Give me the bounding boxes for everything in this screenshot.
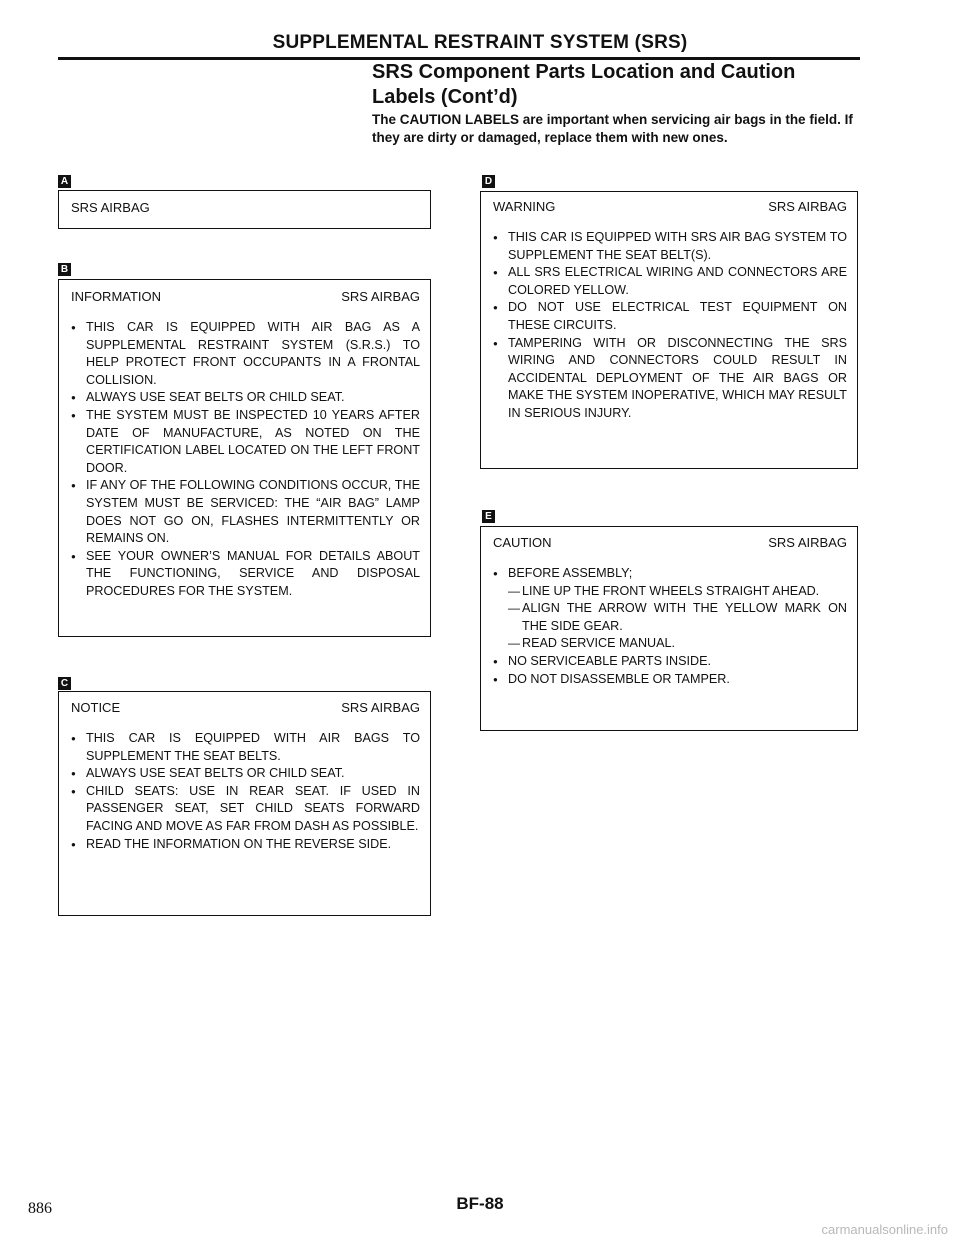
list-item: ● THE SYSTEM MUST BE INSPECTED 10 YEARS AFTER DATE OF MANUFACTURE, AS NOTED ON THE CERTIFICATION LABEL LOCATED ON THE LEFT FRONT DOOR. — [71, 407, 420, 477]
label-b-list — [59, 319, 430, 601]
list-item: ● NO SERVICEABLE PARTS INSIDE. — [493, 653, 847, 671]
label-tag-b: B — [58, 263, 71, 276]
label-box-a — [58, 190, 431, 229]
label-box-d — [480, 191, 858, 469]
label-d-list — [481, 229, 857, 423]
label-a-head — [59, 200, 430, 216]
label-d-heading: WARNING — [493, 199, 556, 214]
list-item: ● READ THE INFORMATION ON THE REVERSE SIDE. — [71, 836, 420, 854]
label-a-title: SRS AIRBAG — [71, 200, 150, 215]
label-b-heading: INFORMATION — [71, 289, 162, 304]
list-item: ● THIS CAR IS EQUIPPED WITH AIR BAG AS A SUPPLEMENTAL RESTRAINT SYSTEM (S.R.S.) TO HELP PROTECT FRONT OCCUPANTS IN A FRONTAL COLLISION. — [71, 319, 420, 389]
label-c-title: SRS AIRBAG — [341, 700, 420, 715]
list-item: ● ALWAYS USE SEAT BELTS OR CHILD SEAT. — [71, 765, 420, 783]
label-tag-d: D — [482, 175, 495, 188]
label-d-head — [481, 199, 857, 215]
sub-list-item: — LINE UP THE FRONT WHEELS STRAIGHT AHEAD. — [508, 583, 847, 601]
label-box-c — [58, 691, 431, 916]
label-e-head — [481, 535, 857, 551]
label-e-sublist — [508, 583, 847, 653]
label-e-heading: CAUTION — [493, 535, 552, 550]
sub-list-item: — READ SERVICE MANUAL. — [508, 635, 847, 653]
label-e-title: SRS AIRBAG — [768, 535, 847, 550]
label-c-list — [59, 730, 430, 853]
list-item: ● TAMPERING WITH OR DISCONNECTING THE SRS WIRING AND CONNECTORS COULD RESULT IN ACCIDENTAL DEPLOYMENT OF THE AIR BAGS OR MAKE THE SYSTEM INOPERATIVE, WHICH MAY RESULT IN SERIOUS INJURY. — [493, 335, 847, 423]
label-tag-c: C — [58, 677, 71, 690]
sub-list-item: — ALIGN THE ARROW WITH THE YELLOW MARK ON THE SIDE GEAR. — [508, 600, 847, 635]
section-title-line1: SRS Component Parts Location and Caution — [372, 61, 796, 83]
list-item: ● SEE YOUR OWNER’S MANUAL FOR DETAILS ABOUT THE FUNCTIONING, SERVICE AND DISPOSAL PROCEDURES FOR THE SYSTEM. — [71, 548, 420, 601]
watermark: carmanualsonline.info — [821, 1222, 948, 1237]
list-item: ● DO NOT DISASSEMBLE OR TAMPER. — [493, 671, 847, 689]
intro-paragraph: The CAUTION LABELS are important when servicing air bags in the field. If they are dirty or damaged, replace them with new ones. — [372, 112, 853, 145]
list-item: ● DO NOT USE ELECTRICAL TEST EQUIPMENT ON THESE CIRCUITS. — [493, 299, 847, 334]
page-code: BF-88 — [456, 1194, 504, 1213]
label-d-title: SRS AIRBAG — [768, 199, 847, 214]
label-c-heading: NOTICE — [71, 700, 121, 715]
label-b-title: SRS AIRBAG — [341, 289, 420, 304]
label-box-e — [480, 526, 858, 731]
page-number: 886 — [28, 1200, 52, 1217]
label-e-list — [481, 565, 857, 688]
label-tag-e: E — [482, 510, 495, 523]
list-item: ● ALL SRS ELECTRICAL WIRING AND CONNECTORS ARE COLORED YELLOW. — [493, 264, 847, 299]
label-e-item1: BEFORE ASSEMBLY; — [508, 566, 633, 580]
page-header-title: SUPPLEMENTAL RESTRAINT SYSTEM (SRS) — [272, 32, 688, 53]
list-item: ● THIS CAR IS EQUIPPED WITH SRS AIR BAG SYSTEM TO SUPPLEMENT THE SEAT BELT(S). — [493, 229, 847, 264]
section-title — [372, 60, 852, 110]
list-item: ● THIS CAR IS EQUIPPED WITH AIR BAGS TO SUPPLEMENT THE SEAT BELTS. — [71, 730, 420, 765]
label-b-head — [59, 289, 430, 305]
list-item: ● IF ANY OF THE FOLLOWING CONDITIONS OCCUR, THE SYSTEM MUST BE SERVICED: THE “AIR BAG” LAMP DOES NOT GO ON, FLASHES INTERMITTENTLY OR REMAINS ON. — [71, 477, 420, 547]
label-box-b — [58, 279, 431, 637]
section-title-line2: Labels (Cont’d) — [372, 86, 518, 108]
label-c-head — [59, 700, 430, 716]
list-item: ● CHILD SEATS: USE IN REAR SEAT. IF USED IN PASSENGER SEAT, SET CHILD SEATS FORWARD FACING AND MOVE AS FAR FROM DASH AS POSSIBLE. — [71, 783, 420, 836]
label-tag-a: A — [58, 175, 71, 188]
list-item — [493, 565, 847, 653]
list-item: ● ALWAYS USE SEAT BELTS OR CHILD SEAT. — [71, 389, 420, 407]
